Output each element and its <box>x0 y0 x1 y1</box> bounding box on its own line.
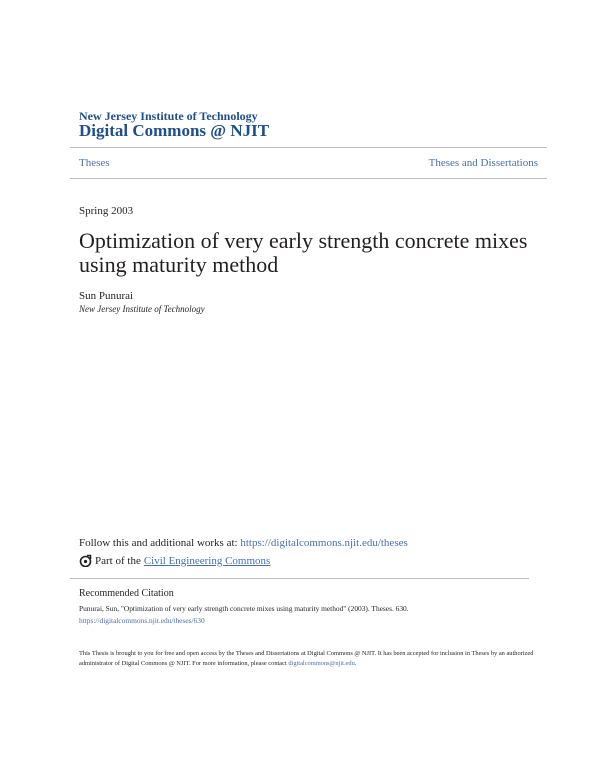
footer-notice: This Thesis is brought to you for free and open access by the Theses and Dissertations at Digital Commons @ NJIT. It has been accepted for inclusion in Theses by an authorized administrator of Digital Commons @ NJIT. For more information, please contact digitalcommons@njit.edu. <box>79 650 534 667</box>
follow-label: Follow this and additional works at: <box>79 537 238 549</box>
nav-theses-dissertations-link[interactable]: Theses and Dissertations <box>428 157 538 169</box>
part-of-label: Part of the <box>95 554 141 567</box>
publication-date: Spring 2003 <box>79 205 134 217</box>
repository-name[interactable]: Digital Commons @ NJIT <box>79 121 270 140</box>
follow-line <box>79 537 408 549</box>
civil-engineering-commons-link[interactable]: Civil Engineering Commons <box>143 554 271 567</box>
citation-block <box>79 603 409 627</box>
footer-text: This Thesis is brought to you for free and open access by the Theses and Dissertations at Digital Commons @ NJIT. It has been accepted for inclusion in Theses by an authorized administrator of Digital Commons @ NJIT. For more information, please contact <box>79 650 534 667</box>
institution-name[interactable]: New Jersey Institute of Technology <box>79 109 258 123</box>
open-access-icon <box>79 554 92 567</box>
citation-heading: Recommended Citation <box>79 588 174 599</box>
header-divider <box>70 147 547 148</box>
author-affiliation: New Jersey Institute of Technology <box>79 304 205 314</box>
citation-divider <box>70 578 529 579</box>
citation-text: Punurai, Sun, "Optimization of very early strength concrete mixes using maturity method" (2003). Theses. 630. <box>79 604 409 613</box>
nav-divider <box>70 178 547 179</box>
nav-theses-link[interactable]: Theses <box>79 157 110 169</box>
contact-email-link[interactable]: digitalcommons@njit.edu <box>288 660 355 667</box>
part-of-line <box>79 554 270 567</box>
document-title: Optimization of very early strength concrete mixes using maturity method <box>79 228 528 277</box>
citation-url-link[interactable]: https://digitalcommons.njit.edu/theses/630 <box>79 616 205 625</box>
follow-url-link[interactable]: https://digitalcommons.njit.edu/theses <box>240 537 408 549</box>
author-name: Sun Punurai <box>79 290 134 302</box>
